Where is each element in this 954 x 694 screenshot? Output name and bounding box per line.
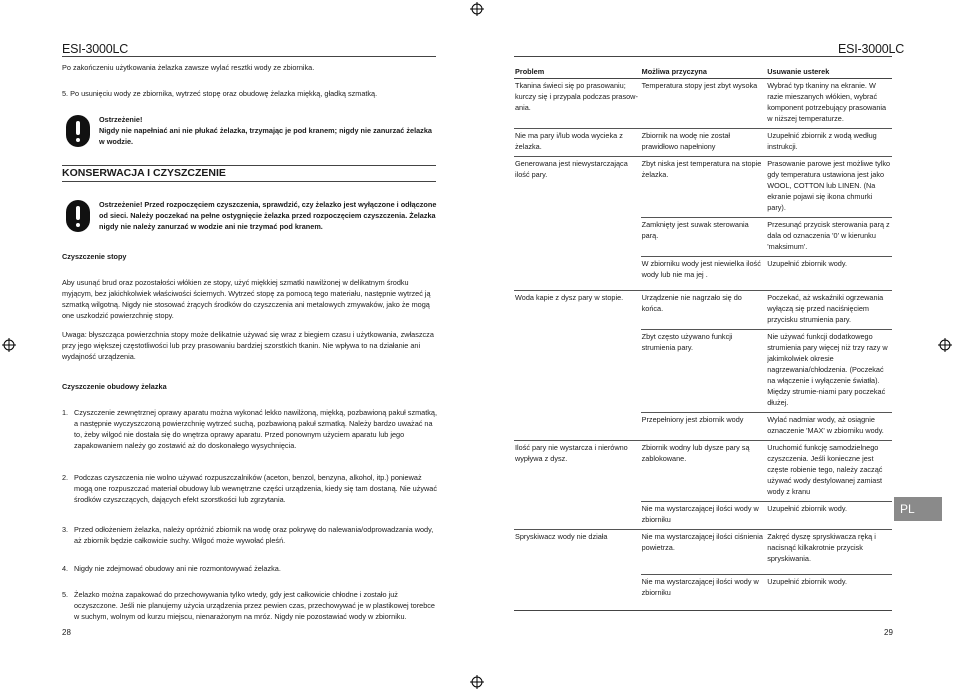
column-header-problem: Problem — [514, 66, 641, 79]
table-cell-problem — [514, 218, 641, 257]
table-cell-problem — [514, 257, 641, 291]
table-cell-problem: Ilość pary nie wystarcza i nierówno wypływa z dysz. — [514, 441, 641, 502]
intro-step-5: 5. Po usunięciu wody ze zbiornika, wytrzeć stopę oraz obudowę żelazka miękką, gładką szmatką. — [62, 89, 378, 98]
table-cell-cause: Nie ma wystarczającej ilości ciśnienia powietrza. — [641, 530, 767, 575]
section-rule-top — [62, 165, 436, 166]
table-cell-fix: Prasowanie parowe jest możliwe tylko gdy temperatura ustawiona jest jako WOOL, COTTON lub LINEN. (Na ekranie pojawi się ikona chmurki pary). — [766, 157, 892, 218]
list-item: 1. Czyszczenie zewnętrznej oprawy aparatu można wykonać lekko nawilżoną, miękką, pozbawioną pakuł szmatką, a następnie wyczyszczoną powierzchnię wytrzeć suchą, pozbawioną pakuł szmatką. Należy bardzo uważać na to, żeby wilgoć nie dostała się do wnętrza oprawy aparatu. Przed ponownym użyciem aparatu lub jego zapakowaniem należy go zostawić aż do doskonałego wysychnięcia. — [62, 408, 437, 450]
table-cell-fix: Wylać nadmiar wody, aż osiągnie oznaczenie 'MAX' w zbiorniku wody. — [766, 413, 892, 441]
cleaning-warning-text: Ostrzeżenie! Przed rozpoczęciem czyszczenia, sprawdzić, czy żelazko jest wyłączone i odłączone od sieci. Należy poczekać na pełne ostygnięcie żelazka przed rozpoczęciem czyszczenia. Żelazka nigdy nie należy zanurzać w wodzie ani nie trzymać pod kranem. — [99, 200, 437, 231]
table-cell-fix: Zakręć dyszę spryskiwacza ręką i nacisnąć kilkakrotnie przycisk spryskiwania. — [766, 530, 892, 575]
table-cell-cause: Urządzenie nie nagrzało się do końca. — [641, 291, 767, 330]
registration-mark-icon — [938, 338, 952, 352]
table-cell-fix: Uzupełnić zbiornik z wodą według instrukcji. — [766, 129, 892, 157]
sole-cleaning-note: Uwaga: błyszcząca powierzchnia stopy może delikatnie używać się wraz z biegiem czasu i użytkowania, zwłaszcza przy jego większej częstotliwości lub przy prasowaniu bardziej szorstkich tkanin. Nie wpływa to na działanie ani wydajność urządzenia. — [62, 330, 434, 361]
column-header-fix: Usuwanie usterek — [766, 66, 892, 79]
header-rule-right — [514, 56, 892, 57]
troubleshooting-table — [514, 66, 892, 610]
warning-icon — [66, 115, 90, 147]
table-cell-fix: Nie używać funkcji dodatkowego strumienia pary więcej niż trzy razy w jakimkolwiek okresie nagrzewania/chłodzenia. (Poczekać na włączenie i wyłączenie światła). Między strumie-niami pary poczekać dłużej. — [766, 330, 892, 413]
table-cell-cause: Zbyt niska jest temperatura na stopie żelazka. — [641, 157, 767, 218]
table-cell-fix: Poczekać, aż wskaźniki ogrzewania wyłączą się przed naciśnięciem przycisku strumienia pary. — [766, 291, 892, 330]
table-cell-cause: W zbiorniku wody jest niewielka ilość wody lub nie ma jej . — [641, 257, 767, 291]
list-item: 2. Podczas czyszczenia nie wolno używać rozpuszczalników (aceton, benzol, benzyna, alkohol, itp.) ponieważ mogą one rozpuszczać materiał obudowy lub wewnętrzne części urządzenia, kiedy się tam dostaną. Nie używać środków czyszczących, dających efekt szorstkości lub zgrzytania. — [62, 473, 437, 504]
housing-cleaning-title: Czyszczenie obudowy żelazka — [62, 382, 167, 391]
warning-text: Nigdy nie napełniać ani nie płukać żelazka, trzymając je pod kranem; nigdy nie zanurzać żelazka w wodzie. — [99, 126, 432, 146]
list-item: 3. Przed odłożeniem żelazka, należy opróżnić zbiornik na wodę oraz pokrywę do nalewania/odprowadzania wody, aż zbiornik będzie całkowicie suchy. Wilgoć może wywołać pleśń. — [62, 525, 434, 545]
table-cell-problem — [514, 575, 641, 611]
table-cell-problem — [514, 413, 641, 441]
page-number-left: 28 — [62, 628, 71, 637]
table-row — [514, 129, 892, 157]
table-row — [514, 530, 892, 575]
sole-cleaning-title: Czyszczenie stopy — [62, 252, 127, 261]
table-cell-cause: Zamknięty jest suwak sterowania parą. — [641, 218, 767, 257]
table-cell-fix: Uruchomić funkcję samodzielnego czyszczenia. Jeśli konieczne jest częste robienie tego, należy zacząć używać wody destylowanej zamiast wody z kranu — [766, 441, 892, 502]
table-cell-cause: Przepełniony jest zbiornik wody — [641, 413, 767, 441]
list-item: 4. Nigdy nie zdejmować obudowy ani nie rozmontowywać żelazka. — [62, 564, 281, 573]
page-number-right: 29 — [884, 628, 893, 637]
table-cell-cause: Nie ma wystarczającej ilości wody w zbiorniku — [641, 502, 767, 530]
table-cell-problem: Woda kapie z dysz pary w stopie. — [514, 291, 641, 330]
table-cell-problem — [514, 502, 641, 530]
table-cell-fix: Wybrać typ tkaniny na ekranie. W razie mieszanych włókien, wybrać komponent potrzebujący prasowania w niższej temperaturze. — [766, 79, 892, 129]
sole-cleaning-paragraph: Aby usunąć brud oraz pozostałości włókien ze stopy, użyć miękkiej szmatki nawilżonej w delikatnym środku myjącym, bez jakichkolwiek właściwości ściernych. Wytrzeć stopę za pomocą tego materiału, następnie wytrzeć ją szmatką wilgotną. Nigdy nie stosować żrących środków do czyszczenia ani metalowych zmywaków, jako że mogą one uszkodzić powierzchnię stopy. — [62, 278, 431, 320]
table-cell-cause: Nie ma wystarczającej ilości wody w zbiorniku — [641, 575, 767, 611]
section-title: KONSERWACJA I CZYSZCZENIE — [62, 167, 226, 179]
header-rule-left — [62, 56, 436, 57]
table-cell-cause: Zbiornik na wodę nie został prawidłowo napełniony — [641, 129, 767, 157]
table-cell-cause: Zbyt często używano funkcji strumienia pary. — [641, 330, 767, 413]
list-item: 5. Żelazko można zapakować do przechowywania tylko wtedy, gdy jest całkowicie chłodne i zostało już oczyszczone. Jeśli nie planujemy użycia urządzenia przez pewien czas, przechowywać je w plastikowej torebce w suchym, wolnym od kurzu miejscu, nienarażonym na mróz. Nigdy nie pozostawiać wody w zbiorniku. — [62, 590, 435, 621]
section-rule-bottom — [62, 181, 436, 182]
table-row — [514, 257, 892, 291]
table-cell-fix: Uzupełnić zbiornik wody. — [766, 575, 892, 611]
table-row — [514, 157, 892, 218]
model-header-right: ESI-3000LC — [838, 42, 905, 56]
table-cell-problem — [514, 330, 641, 413]
language-tab: PL — [894, 497, 942, 521]
table-cell-problem: Spryskiwacz wody nie działa — [514, 530, 641, 575]
table-cell-fix: Przesunąć przycisk sterowania parą z dala od oznaczenia '0' w kierunku 'maksimum'. — [766, 218, 892, 257]
table-bottom-rule — [514, 610, 892, 611]
registration-mark-icon — [2, 338, 16, 352]
table-row — [514, 575, 892, 611]
table-row — [514, 502, 892, 530]
column-header-cause: Możliwa przyczyna — [641, 66, 767, 79]
table-row — [514, 291, 892, 330]
registration-mark-icon — [470, 2, 484, 16]
warning-title: Ostrzeżenie! — [99, 115, 143, 124]
registration-mark-icon — [470, 675, 484, 689]
model-header-left: ESI-3000LC — [62, 42, 129, 56]
intro-text: Po zakończeniu użytkowania żelazka zawsze wylać resztki wody ze zbiornika. — [62, 63, 315, 72]
table-cell-problem: Generowana jest niewystarczająca ilość pary. — [514, 157, 641, 218]
table-cell-cause: Zbiornik wodny lub dysze pary są zablokowane. — [641, 441, 767, 502]
table-cell-problem: Tkanina świeci się po prasowaniu; kurczy się i przypala podczas prasow-ania. — [514, 79, 641, 129]
table-cell-problem: Nie ma pary i/lub woda wycieka z żelazka. — [514, 129, 641, 157]
table-cell-cause: Temperatura stopy jest zbyt wysoka — [641, 79, 767, 129]
table-header-row — [514, 66, 892, 79]
table-row — [514, 330, 892, 413]
table-cell-fix: Uzupełnić zbiornik wody. — [766, 257, 892, 291]
table-row — [514, 441, 892, 502]
warning-icon — [66, 200, 90, 232]
table-row — [514, 413, 892, 441]
table-cell-fix: Uzupełnić zbiornik wody. — [766, 502, 892, 530]
table-row — [514, 79, 892, 129]
table-row — [514, 218, 892, 257]
